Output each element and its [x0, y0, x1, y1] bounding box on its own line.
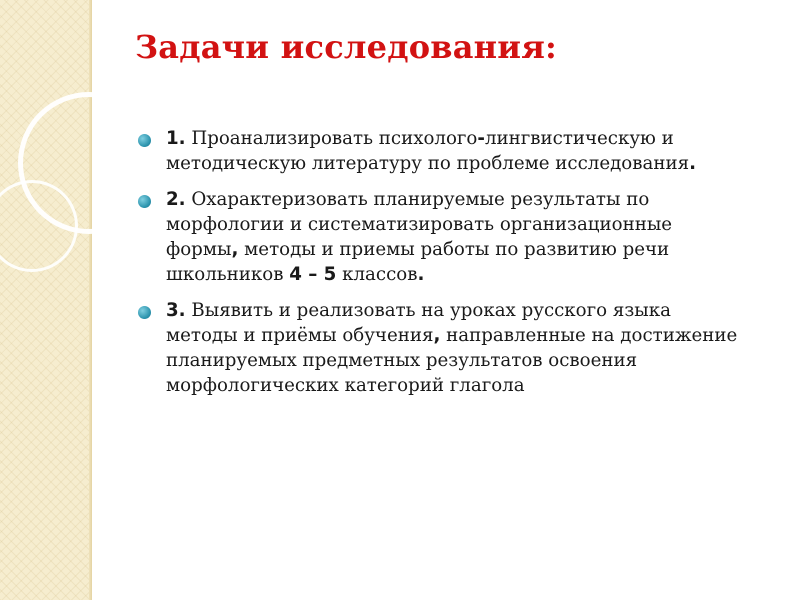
task-item-1	[138, 126, 738, 176]
bullet-icon	[138, 306, 151, 319]
task-3-part-c: направленные на достижение планируемых предметных результатов освоения морфологических категорий глагола	[166, 325, 738, 396]
task-item-3	[138, 298, 738, 398]
task-1-part-c: лингвистическую и методическую литературу по проблеме исследования	[166, 128, 690, 174]
task-3-comma: ,	[433, 325, 441, 346]
task-2-comma: ,	[231, 239, 239, 260]
task-number-3: 3.	[166, 300, 186, 321]
task-1-part-a: Проанализировать психолого	[185, 128, 478, 149]
task-item-2	[138, 187, 738, 287]
task-number-2: 2.	[166, 189, 186, 210]
task-2-grade-range: 4 – 5	[289, 264, 337, 285]
bullet-icon	[138, 195, 151, 208]
task-text-2	[166, 187, 738, 287]
task-2-part-e: классов	[336, 264, 418, 285]
task-2-part-a: Охарактеризовать планируемые результаты по морфологии и систематизировать организационные формы	[166, 189, 673, 260]
decorative-side-panel	[0, 0, 92, 600]
task-number-1: 1.	[166, 128, 186, 149]
task-3-part-a: Выявить и реализовать на уроках русского языка методы и приёмы обучения	[166, 300, 671, 346]
task-text-1	[166, 126, 738, 176]
task-text-3	[166, 298, 738, 398]
bullet-icon	[138, 134, 151, 147]
task-1-hyphen: -	[477, 128, 485, 149]
task-list	[138, 126, 738, 409]
task-1-period: .	[689, 153, 696, 174]
task-2-part-c: методы и приемы работы по развитию речи школьников	[166, 239, 670, 285]
task-2-period: .	[417, 264, 425, 285]
slide-title: Задачи исследования:	[135, 28, 558, 66]
